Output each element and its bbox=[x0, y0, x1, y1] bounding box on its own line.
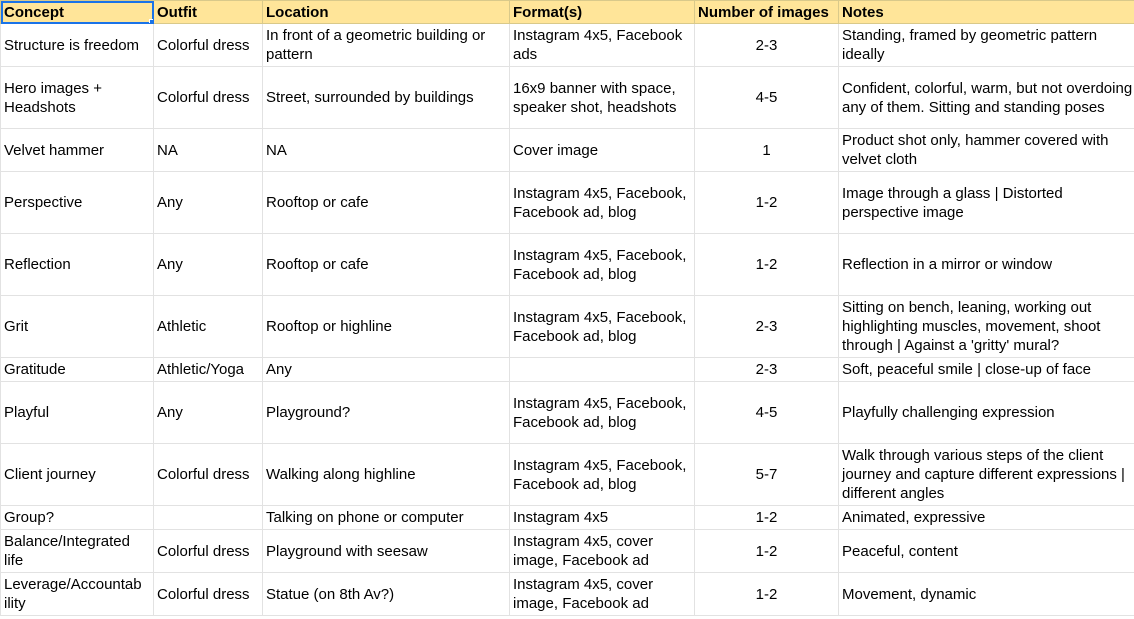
cell-outfit[interactable]: Any bbox=[154, 382, 263, 444]
cell-number-of-images[interactable]: 5-7 bbox=[695, 444, 839, 506]
cell-outfit[interactable]: Colorful dress bbox=[154, 444, 263, 506]
cell-concept[interactable]: Balance/Integrated life bbox=[1, 530, 154, 573]
table-row bbox=[1, 444, 1134, 506]
cell-outfit[interactable] bbox=[154, 506, 263, 530]
table-row bbox=[1, 358, 1134, 382]
cell-notes[interactable]: Walk through various steps of the client journey and capture different expressions | different angles bbox=[839, 444, 1134, 506]
cell-number-of-images[interactable]: 4-5 bbox=[695, 382, 839, 444]
cell-location[interactable]: Statue (on 8th Av?) bbox=[263, 573, 510, 616]
table-row bbox=[1, 67, 1134, 129]
cell-number-of-images[interactable]: 1-2 bbox=[695, 172, 839, 234]
table-row bbox=[1, 24, 1134, 67]
cell-notes[interactable]: Peaceful, content bbox=[839, 530, 1134, 573]
table-row bbox=[1, 234, 1134, 296]
cell-outfit[interactable]: NA bbox=[154, 129, 263, 172]
cell-location[interactable]: In front of a geometric building or pattern bbox=[263, 24, 510, 67]
table-row bbox=[1, 506, 1134, 530]
cell-formats[interactable]: Cover image bbox=[510, 129, 695, 172]
cell-concept[interactable]: Velvet hammer bbox=[1, 129, 154, 172]
cell-outfit[interactable]: Colorful dress bbox=[154, 573, 263, 616]
table-row bbox=[1, 573, 1134, 616]
cell-number-of-images[interactable]: 1-2 bbox=[695, 234, 839, 296]
cell-number-of-images[interactable]: 1-2 bbox=[695, 530, 839, 573]
cell-formats[interactable]: Instagram 4x5, Facebook, Facebook ad, blog bbox=[510, 382, 695, 444]
cell-number-of-images[interactable]: 2-3 bbox=[695, 358, 839, 382]
cell-number-of-images[interactable]: 2-3 bbox=[695, 296, 839, 358]
cell-location[interactable]: Playground? bbox=[263, 382, 510, 444]
header-label: Concept bbox=[4, 3, 64, 21]
header-cell-formats[interactable]: Format(s) bbox=[510, 1, 695, 24]
cell-notes[interactable]: Movement, dynamic bbox=[839, 573, 1134, 616]
table-row bbox=[1, 530, 1134, 573]
cell-location[interactable]: Street, surrounded by buildings bbox=[263, 67, 510, 129]
cell-location[interactable]: Rooftop or cafe bbox=[263, 234, 510, 296]
cell-location[interactable]: Rooftop or cafe bbox=[263, 172, 510, 234]
cell-notes[interactable]: Animated, expressive bbox=[839, 506, 1134, 530]
header-cell-concept[interactable] bbox=[1, 1, 154, 24]
cell-concept[interactable]: Structure is freedom bbox=[1, 24, 154, 67]
cell-concept[interactable]: Group? bbox=[1, 506, 154, 530]
cell-notes[interactable]: Image through a glass | Distorted perspective image bbox=[839, 172, 1134, 234]
cell-outfit[interactable]: Athletic bbox=[154, 296, 263, 358]
cell-notes[interactable]: Reflection in a mirror or window bbox=[839, 234, 1134, 296]
cell-number-of-images[interactable]: 2-3 bbox=[695, 24, 839, 67]
cell-outfit[interactable]: Any bbox=[154, 234, 263, 296]
cell-notes[interactable]: Playfully challenging expression bbox=[839, 382, 1134, 444]
header-cell-outfit[interactable]: Outfit bbox=[154, 1, 263, 24]
cell-number-of-images[interactable]: 1 bbox=[695, 129, 839, 172]
cell-formats[interactable]: Instagram 4x5, cover image, Facebook ad bbox=[510, 530, 695, 573]
header-cell-location[interactable]: Location bbox=[263, 1, 510, 24]
cell-notes[interactable]: Product shot only, hammer covered with velvet cloth bbox=[839, 129, 1134, 172]
cell-concept[interactable]: Leverage/Accountab ility bbox=[1, 573, 154, 616]
cell-formats[interactable]: Instagram 4x5, Facebook, Facebook ad, blog bbox=[510, 234, 695, 296]
cell-location[interactable]: Rooftop or highline bbox=[263, 296, 510, 358]
table-row bbox=[1, 172, 1134, 234]
cell-concept[interactable]: Gratitude bbox=[1, 358, 154, 382]
cell-outfit[interactable]: Any bbox=[154, 172, 263, 234]
cell-outfit[interactable]: Colorful dress bbox=[154, 67, 263, 129]
cell-formats[interactable]: Instagram 4x5, Facebook, Facebook ad, blog bbox=[510, 444, 695, 506]
header-cell-number-of-images[interactable]: Number of images bbox=[695, 1, 839, 24]
selection-fill-handle[interactable] bbox=[149, 19, 154, 24]
table-row bbox=[1, 129, 1134, 172]
cell-formats[interactable]: Instagram 4x5, Facebook, Facebook ad, blog bbox=[510, 172, 695, 234]
header-row bbox=[1, 1, 1134, 24]
table-row bbox=[1, 296, 1134, 358]
cell-concept[interactable]: Reflection bbox=[1, 234, 154, 296]
cell-outfit[interactable]: Colorful dress bbox=[154, 24, 263, 67]
header-cell-notes[interactable]: Notes bbox=[839, 1, 1134, 24]
cell-formats[interactable]: Instagram 4x5, cover image, Facebook ad bbox=[510, 573, 695, 616]
cell-formats[interactable] bbox=[510, 358, 695, 382]
cell-concept[interactable]: Playful bbox=[1, 382, 154, 444]
cell-location[interactable]: NA bbox=[263, 129, 510, 172]
cell-concept[interactable]: Client journey bbox=[1, 444, 154, 506]
cell-location[interactable]: Talking on phone or computer bbox=[263, 506, 510, 530]
cell-formats[interactable]: 16x9 banner with space, speaker shot, headshots bbox=[510, 67, 695, 129]
cell-notes[interactable]: Standing, framed by geometric pattern ideally bbox=[839, 24, 1134, 67]
cell-concept[interactable]: Perspective bbox=[1, 172, 154, 234]
cell-outfit[interactable]: Athletic/Yoga bbox=[154, 358, 263, 382]
table-row bbox=[1, 382, 1134, 444]
cell-notes[interactable]: Sitting on bench, leaning, working out highlighting muscles, movement, shoot through | Against a 'gritty' mural? bbox=[839, 296, 1134, 358]
cell-notes[interactable]: Confident, colorful, warm, but not overdoing any of them. Sitting and standing poses bbox=[839, 67, 1134, 129]
cell-notes[interactable]: Soft, peaceful smile | close-up of face bbox=[839, 358, 1134, 382]
cell-formats[interactable]: Instagram 4x5 bbox=[510, 506, 695, 530]
cell-location[interactable]: Any bbox=[263, 358, 510, 382]
cell-location[interactable]: Playground with seesaw bbox=[263, 530, 510, 573]
cell-concept[interactable]: Grit bbox=[1, 296, 154, 358]
cell-number-of-images[interactable]: 4-5 bbox=[695, 67, 839, 129]
cell-number-of-images[interactable]: 1-2 bbox=[695, 573, 839, 616]
cell-number-of-images[interactable]: 1-2 bbox=[695, 506, 839, 530]
cell-outfit[interactable]: Colorful dress bbox=[154, 530, 263, 573]
cell-concept[interactable]: Hero images + Headshots bbox=[1, 67, 154, 129]
cell-formats[interactable]: Instagram 4x5, Facebook ads bbox=[510, 24, 695, 67]
cell-location[interactable]: Walking along highline bbox=[263, 444, 510, 506]
cell-formats[interactable]: Instagram 4x5, Facebook, Facebook ad, blog bbox=[510, 296, 695, 358]
